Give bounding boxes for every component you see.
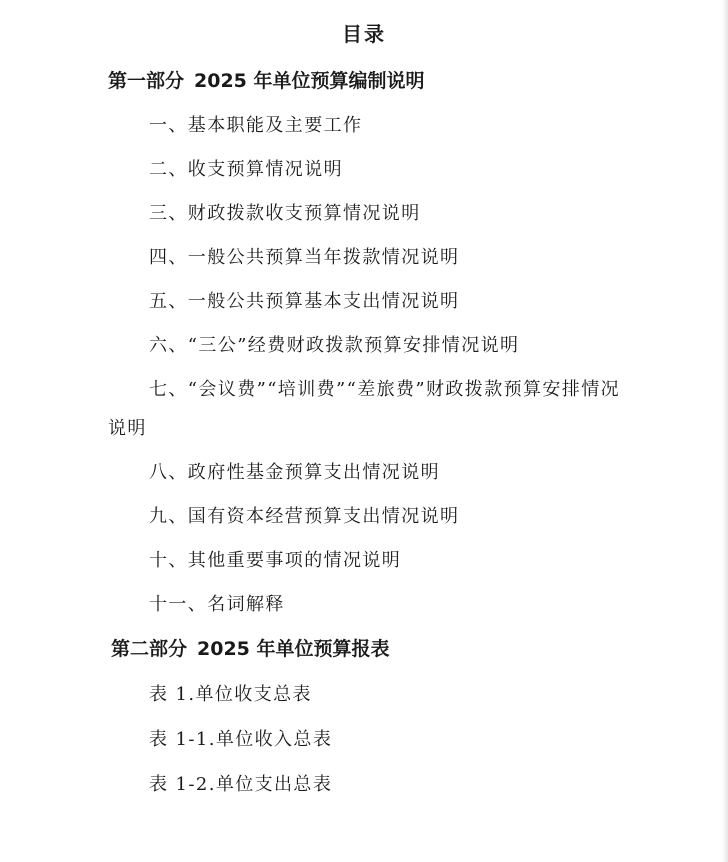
toc-item: 九、国有资本经营预算支出情况说明 [149,506,460,527]
toc-item: 三、财政拨款收支预算情况说明 [149,203,421,224]
part2-heading [111,634,390,661]
toc-item: 表 1.单位收支总表 [149,684,312,705]
toc-item: 七、“会议费”“培训费”“差旅费”财政拨款预算安排情况 [149,379,621,400]
toc-item: 六、“三公”经费财政拨款预算安排情况说明 [149,335,520,356]
part1-heading [108,66,425,93]
toc-item: 十、其他重要事项的情况说明 [149,550,402,571]
part1-label: 第一部分 [108,70,185,92]
page-edge [722,0,728,862]
part2-label: 第二部分 [111,638,188,660]
toc-item: 一、基本职能及主要工作 [149,115,363,136]
part2-title: 2025 年单位预算报表 [197,638,390,660]
toc-item: 八、政府性基金预算支出情况说明 [149,462,440,483]
toc-item: 五、一般公共预算基本支出情况说明 [149,291,460,312]
toc-title: 目录 [342,22,386,46]
toc-item: 表 1-2.单位支出总表 [149,774,333,795]
toc-item: 四、一般公共预算当年拨款情况说明 [149,247,460,268]
toc-item-continuation: 说明 [108,418,147,439]
toc-item: 十一、名词解释 [149,594,285,615]
part1-title: 2025 年单位预算编制说明 [194,70,425,92]
toc-item: 表 1-1.单位收入总表 [149,729,333,750]
toc-item: 二、收支预算情况说明 [149,159,343,180]
